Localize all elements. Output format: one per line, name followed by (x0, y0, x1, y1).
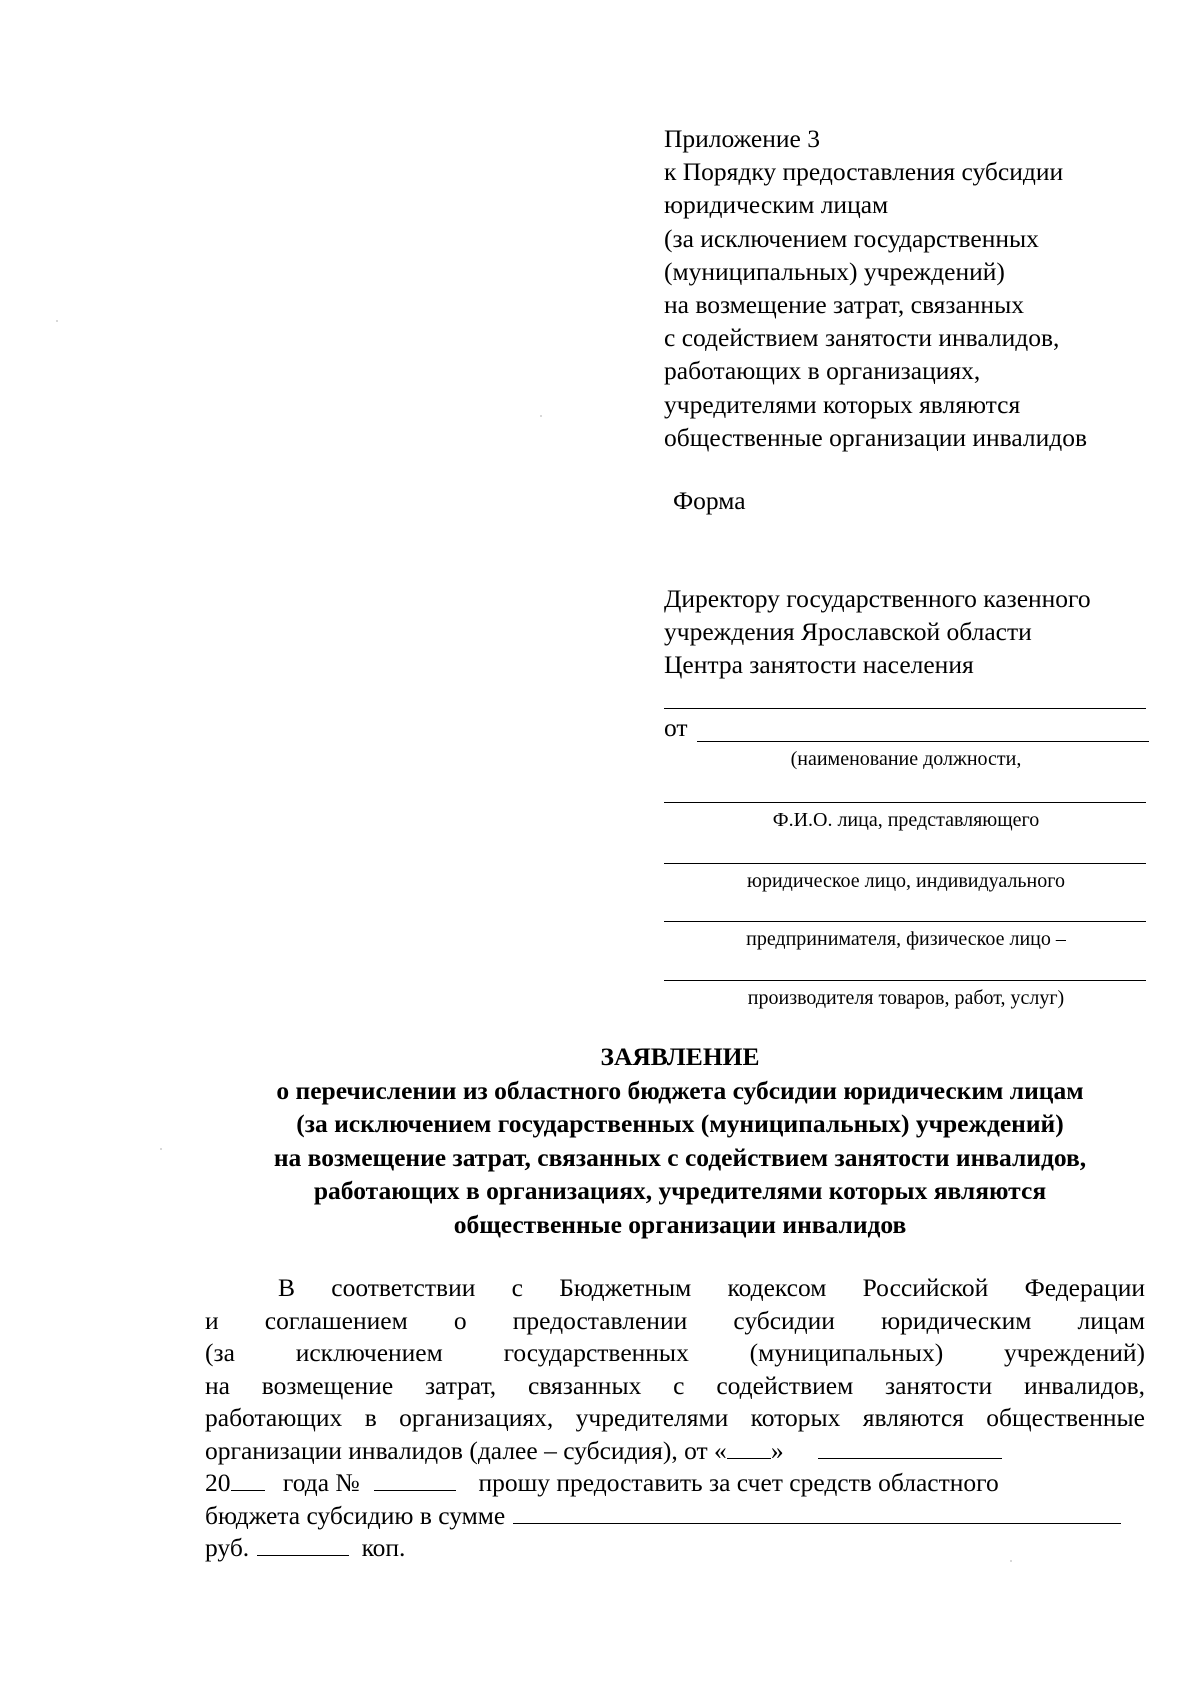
body-line-currency (205, 1532, 1145, 1565)
title-line: на возмещение затрат, связанных с содействием занятости инвалидов, (273, 1142, 1087, 1172)
annex-line: общественные организации инвалидов (664, 422, 1088, 452)
body-line-number (205, 1467, 1145, 1500)
annex-line: к Порядку предоставления субсидии (664, 157, 1064, 187)
applicant-blank-line[interactable] (664, 980, 1146, 981)
position-caption: (наименование должности, (790, 748, 1022, 770)
kopecks-blank[interactable] (257, 1533, 349, 1556)
annex-line: учредителями которых являются (664, 389, 1021, 419)
entity-caption: юридическое лицо, индивидуального (747, 870, 1065, 892)
annex-line: с содействием занятости инвалидов, (664, 323, 1060, 353)
body-line: и соглашением о предоставлении субсидии юридическим лицам (205, 1305, 1145, 1335)
title-line: общественные организации инвалидов (453, 1209, 907, 1239)
application-body (205, 1272, 1145, 1565)
body-line: (за исключением государственных (муниципальных) учреждений) (205, 1338, 1145, 1367)
from-blank-line[interactable] (697, 741, 1149, 742)
annex-line: на возмещение затрат, связанных (664, 290, 1024, 320)
entrepreneur-caption: предпринимателя, физическое лицо – (746, 928, 1066, 950)
body-line-amount (205, 1500, 1145, 1533)
annex-line: Приложение 3 (664, 124, 820, 153)
applicant-blank-line[interactable] (664, 863, 1146, 864)
scan-artifact (160, 1148, 162, 1150)
title-line: о перечислении из областного бюджета субсидии юридическим лицам (276, 1075, 1084, 1105)
body-line-date (205, 1435, 1145, 1468)
producer-caption: производителя товаров, работ, услуг) (747, 987, 1065, 1009)
date-year-blank[interactable] (231, 1468, 265, 1491)
agreement-number-blank[interactable] (374, 1468, 456, 1491)
body-text: организации инвалидов (далее – субсидия), от « (205, 1435, 727, 1465)
title-heading: ЗАЯВЛЕНИЕ (600, 1042, 760, 1071)
applicant-blank-line[interactable] (664, 921, 1146, 922)
body-line: работающих в организациях, учредителями которых являются общественные (205, 1403, 1145, 1432)
annex-line: (за исключением государственных (664, 223, 1039, 253)
body-line: В соответствии с Бюджетным кодексом Российской Федерации (278, 1273, 1145, 1302)
form-label: Форма (673, 486, 746, 515)
body-line: на возмещение затрат, связанных с содействием занятости инвалидов, (205, 1370, 1145, 1400)
body-text: года № (282, 1468, 360, 1497)
scan-artifact (540, 415, 542, 417)
from-label: от (664, 713, 688, 742)
addressee-line: Центра занятости населения (664, 650, 974, 679)
annex-header (664, 122, 1184, 454)
addressee-line: Директору государственного казенного (664, 584, 1091, 613)
body-text: 20 (205, 1468, 231, 1497)
body-text: руб. (205, 1533, 250, 1562)
annex-line: работающих в организациях, (664, 356, 981, 386)
fio-caption: Ф.И.О. лица, представляющего (772, 809, 1040, 831)
title-line: работающих в организациях, учредителями которых являются (313, 1176, 1047, 1205)
applicant-blank-line[interactable] (664, 802, 1146, 803)
date-day-blank[interactable] (727, 1436, 771, 1459)
addressee-line: учреждения Ярославской области (664, 617, 1032, 646)
body-text: » (770, 1435, 784, 1465)
body-text: бюджета субсидию в сумме (205, 1500, 506, 1530)
date-month-blank[interactable] (818, 1436, 1002, 1459)
title-line: (за исключением государственных (муниципальных) учреждений) (296, 1109, 1064, 1138)
body-text: прошу предоставить за счет средств областного (478, 1468, 999, 1497)
annex-line: юридическим лицам (664, 190, 889, 220)
annex-line: (муниципальных) учреждений) (664, 256, 1005, 286)
addressee-blank-line[interactable] (664, 708, 1146, 709)
document-title (180, 1040, 1180, 1241)
scan-artifact (56, 320, 58, 322)
body-text: коп. (361, 1533, 406, 1562)
scan-artifact (1010, 1560, 1012, 1562)
addressee-block (664, 582, 1184, 681)
amount-blank[interactable] (513, 1501, 1121, 1524)
